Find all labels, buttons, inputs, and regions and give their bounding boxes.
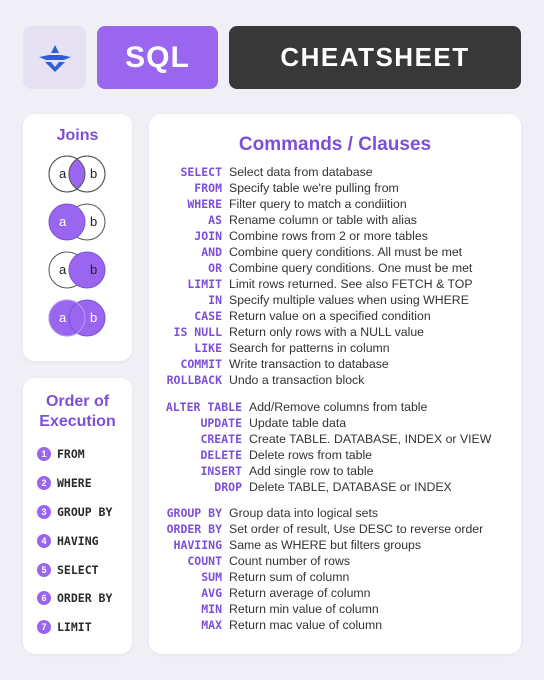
join-label-b: b [90, 166, 98, 181]
command-row [149, 432, 521, 448]
command-keyword: LIKE [194, 341, 222, 355]
command-keyword: AS [208, 213, 222, 227]
command-description: Return sum of column [229, 570, 350, 584]
step-label: LIMIT [57, 620, 92, 635]
command-row [149, 522, 521, 538]
command-description: Combine query conditions. One must be met [229, 261, 473, 275]
command-description: Select data from database [229, 165, 373, 179]
cheatsheet-label: CHEATSHEET [280, 42, 470, 72]
command-row [149, 464, 521, 480]
execution-title [23, 378, 132, 432]
command-row [149, 309, 521, 325]
left-join-diagram [45, 202, 109, 242]
command-row [149, 602, 521, 618]
list-item [37, 526, 112, 555]
command-keyword: ALTER TABLE [165, 400, 242, 414]
command-row [149, 325, 521, 341]
command-keyword: DROP [214, 480, 242, 494]
step-number: 3 [37, 505, 51, 519]
commands-card [149, 114, 521, 654]
command-row [149, 586, 521, 602]
command-description: Count number of rows [229, 554, 350, 568]
join-label-a: a [59, 166, 67, 181]
command-row [149, 213, 521, 229]
command-description: Return min value of column [229, 602, 379, 616]
command-row [149, 181, 521, 197]
command-row [149, 229, 521, 245]
command-description: Group data into logical sets [229, 506, 379, 520]
command-row [149, 506, 521, 522]
commands-group-aggregate [149, 506, 521, 634]
command-keyword: CREATE [200, 432, 242, 446]
command-description: Add/Remove columns from table [249, 400, 428, 414]
command-keyword: MAX [201, 618, 222, 632]
right-join-diagram [45, 250, 109, 290]
sql-label: SQL [125, 40, 190, 74]
command-keyword: HAVIING [173, 538, 222, 552]
command-keyword: MIN [201, 602, 222, 616]
command-keyword: CASE [194, 309, 222, 323]
command-row [149, 357, 521, 373]
command-row [149, 373, 521, 389]
command-description: Limit rows returned. See also FETCH & TOP [229, 277, 473, 291]
logo [23, 26, 86, 89]
command-description: Combine rows from 2 or more tables [229, 229, 428, 243]
execution-title-line2: Execution [39, 413, 116, 430]
list-item [37, 584, 112, 613]
command-description: Filter query to match a condiition [229, 197, 407, 211]
commands-group-basic [149, 165, 521, 389]
step-number: 4 [37, 534, 51, 548]
command-description: Specify table we're pulling from [229, 181, 399, 195]
command-description: Return average of column [229, 586, 371, 600]
command-description: Same as WHERE but filters groups [229, 538, 422, 552]
command-row [149, 570, 521, 586]
command-description: Combine query conditions. All must be met [229, 245, 463, 259]
full-join-diagram [45, 298, 109, 338]
commands-group-ddl [149, 400, 521, 496]
cheatsheet-banner [229, 26, 521, 89]
join-label-a: a [59, 310, 67, 325]
command-keyword: FROM [194, 181, 222, 195]
command-keyword: LIMIT [187, 277, 222, 291]
command-keyword: INSERT [200, 464, 242, 478]
step-label: FROM [57, 447, 85, 462]
command-row [149, 245, 521, 261]
command-row [149, 416, 521, 432]
step-number: 7 [37, 620, 51, 634]
list-item [37, 613, 112, 642]
command-row [149, 618, 521, 634]
step-number: 2 [37, 476, 51, 490]
command-description: Return mac value of column [229, 618, 383, 632]
sql-banner [97, 26, 218, 89]
command-row [149, 277, 521, 293]
commands-title: Commands / Clauses [238, 134, 432, 155]
command-keyword: GROUP BY [166, 506, 222, 520]
command-row [149, 448, 521, 464]
command-description: Update table data [249, 416, 347, 430]
command-description: Return only rows with a NULL value [229, 325, 425, 339]
command-keyword: IS NULL [173, 325, 222, 339]
list-item [37, 498, 112, 527]
command-keyword: SELECT [180, 165, 222, 179]
command-keyword: SUM [201, 570, 222, 584]
step-number: 6 [37, 591, 51, 605]
command-keyword: IN [208, 293, 222, 307]
joins-card [23, 114, 132, 361]
command-description: Create TABLE. DATABASE, INDEX or VIEW [249, 432, 492, 446]
command-keyword: AND [201, 245, 222, 259]
join-label-b: b [90, 310, 98, 325]
join-label-a: a [59, 262, 67, 277]
list-item [37, 555, 112, 584]
join-label-b: b [90, 262, 98, 277]
inner-join-diagram [45, 154, 109, 194]
list-item [37, 469, 112, 498]
command-keyword: ROLLBACK [166, 373, 222, 387]
command-description: Delete TABLE, DATABASE or INDEX [249, 480, 452, 494]
join-label-b: b [90, 214, 98, 229]
command-row [149, 554, 521, 570]
join-label-a: a [59, 214, 67, 229]
step-label: GROUP BY [57, 504, 113, 519]
step-label: ORDER BY [57, 591, 113, 606]
command-description: Rename column or table with alias [229, 213, 417, 227]
execution-list [37, 440, 112, 642]
execution-title-line1: Order of [45, 393, 110, 410]
command-description: Undo a transaction block [229, 373, 365, 387]
command-keyword: COUNT [187, 554, 222, 568]
command-description: Delete rows from table [249, 448, 373, 462]
logo-icon [38, 43, 72, 73]
command-description: Set order of result, Use DESC to reverse order [229, 522, 484, 536]
step-label: HAVING [57, 533, 99, 548]
command-row [149, 197, 521, 213]
step-label: SELECT [57, 562, 99, 577]
joins-title: Joins [56, 127, 99, 144]
command-row [149, 293, 521, 309]
command-row [149, 261, 521, 277]
command-row [149, 538, 521, 554]
order-of-execution-card [23, 378, 132, 654]
command-keyword: COMMIT [180, 357, 222, 371]
command-keyword: OR [208, 261, 222, 275]
command-keyword: UPDATE [200, 416, 242, 430]
command-description: Add single row to table [249, 464, 374, 478]
command-keyword: AVG [201, 586, 222, 600]
step-number: 1 [37, 447, 51, 461]
command-row [149, 400, 521, 416]
command-row [149, 480, 521, 496]
command-keyword: JOIN [194, 229, 222, 243]
command-keyword: ORDER BY [166, 522, 222, 536]
step-number: 5 [37, 563, 51, 577]
command-description: Specify multiple values when using WHERE [229, 293, 469, 307]
command-description: Write transaction to database [229, 357, 389, 371]
step-label: WHERE [57, 476, 92, 491]
command-description: Search for patterns in column [229, 341, 390, 355]
command-keyword: WHERE [187, 197, 222, 211]
command-row [149, 341, 521, 357]
command-row [149, 165, 521, 181]
list-item [37, 440, 112, 469]
command-keyword: DELETE [200, 448, 242, 462]
command-description: Return value on a specified condition [229, 309, 431, 323]
